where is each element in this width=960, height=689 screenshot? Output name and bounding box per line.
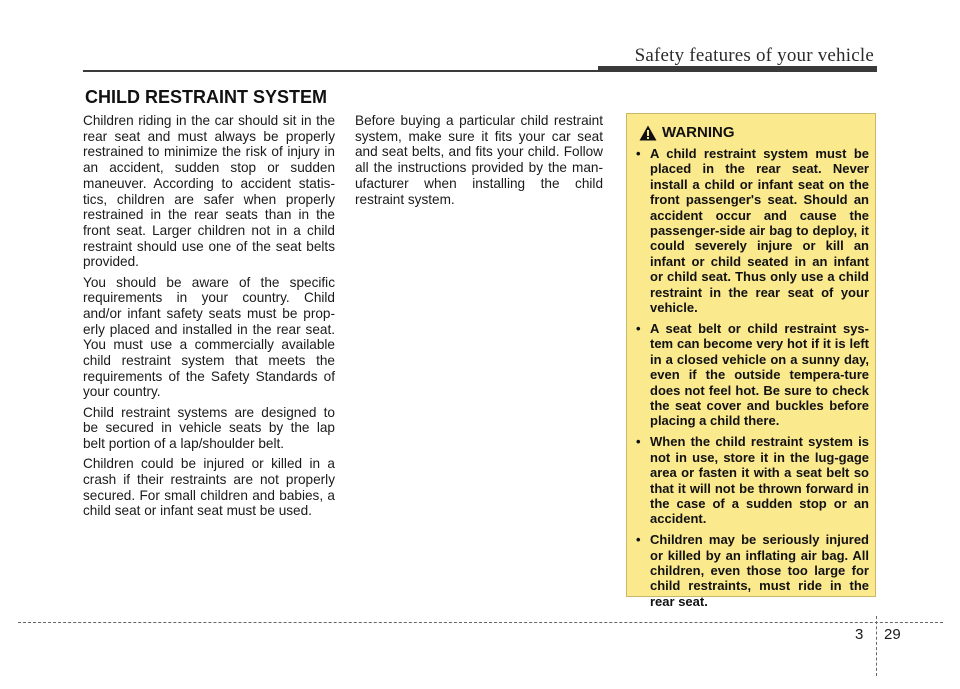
footer-divider: [876, 616, 877, 676]
header-title: Safety features of your vehicle: [634, 45, 874, 66]
warning-item: [635, 532, 869, 609]
paragraph: Before buying a particular child restraint system, make sure it fits your car seat and seat belts, and fits your child. Follow all the instructions provided by the man-ufacturer when installing the child restraint system.: [355, 113, 603, 207]
section-heading: CHILD RESTRAINT SYSTEM: [85, 87, 328, 107]
bullet-icon: •: [636, 532, 641, 548]
left-column: [83, 113, 335, 524]
warning-item: [635, 434, 869, 526]
bullet-icon: •: [636, 320, 641, 336]
bullet-icon: •: [636, 146, 641, 161]
page-number: 29: [884, 626, 901, 643]
warning-list: [635, 146, 869, 615]
warning-item-text: Children may be seriously injured or killed by an inflating air bag. All children, even those too large for child restraints, must ride in the rear seat.: [650, 532, 869, 609]
header-rule: [83, 70, 603, 72]
warning-item: [635, 146, 869, 315]
warning-item-text: A child restraint system must be placed in the rear seat. Never install a child or infant seat on the front passenger's seat. Should an accident occur and cause the passenger-side air bag to deploy, it could severely injure or kill an infant or child seated in an infant or child seat. Thus only use a child restraint in the rear seat of your vehicle.: [650, 146, 869, 316]
bullet-icon: •: [636, 434, 641, 450]
warning-item: [635, 321, 869, 429]
warning-item-text: When the child restraint system is not in use, store it in the lug-gage area or fasten it with a seat belt so that it will not be thrown forward in the case of a sudden stop or an accident.: [650, 434, 869, 527]
chapter-number: 3: [855, 626, 864, 643]
paragraph: Children riding in the car should sit in the rear seat and must always be properly restrained to minimize the risk of injury in an accident, sudden stop or sudden maneuver. According to accident statis-tics, children are safer when properly restrained in the rear seats than in the front seat. Larger children not in a child restraint should use one of the seat belts provided.: [83, 113, 335, 270]
paragraph: You should be aware of the specific requirements in your country. Child and/or infant safety seats must be prop-erly placed and installed in the rear seat. You must use a commercially available child restraint system that meets the requirements of the Safety Standards of your country.: [83, 274, 335, 400]
warning-header: [639, 124, 735, 141]
warning-triangle-icon: [639, 125, 657, 141]
middle-column: [355, 113, 603, 212]
header-rule-accent: [598, 66, 877, 72]
paragraph: Children could be injured or killed in a crash if their restraints are not properly secured. For small children and babies, a child seat or infant seat must be used.: [83, 456, 335, 519]
warning-title: WARNING: [662, 124, 735, 141]
warning-item-text: A seat belt or child restraint sys-tem can become very hot if it is left in a closed vehicle on a sunny day, even if the outside tempera-ture does not feel hot. Be sure to check the seat cover and buckles before placing a child there.: [650, 320, 869, 429]
paragraph: Child restraint systems are designed to be secured in vehicle seats by the lap belt portion of a lap/shoulder belt.: [83, 404, 335, 452]
warning-box: [626, 113, 876, 609]
footer-rule: [18, 622, 943, 623]
